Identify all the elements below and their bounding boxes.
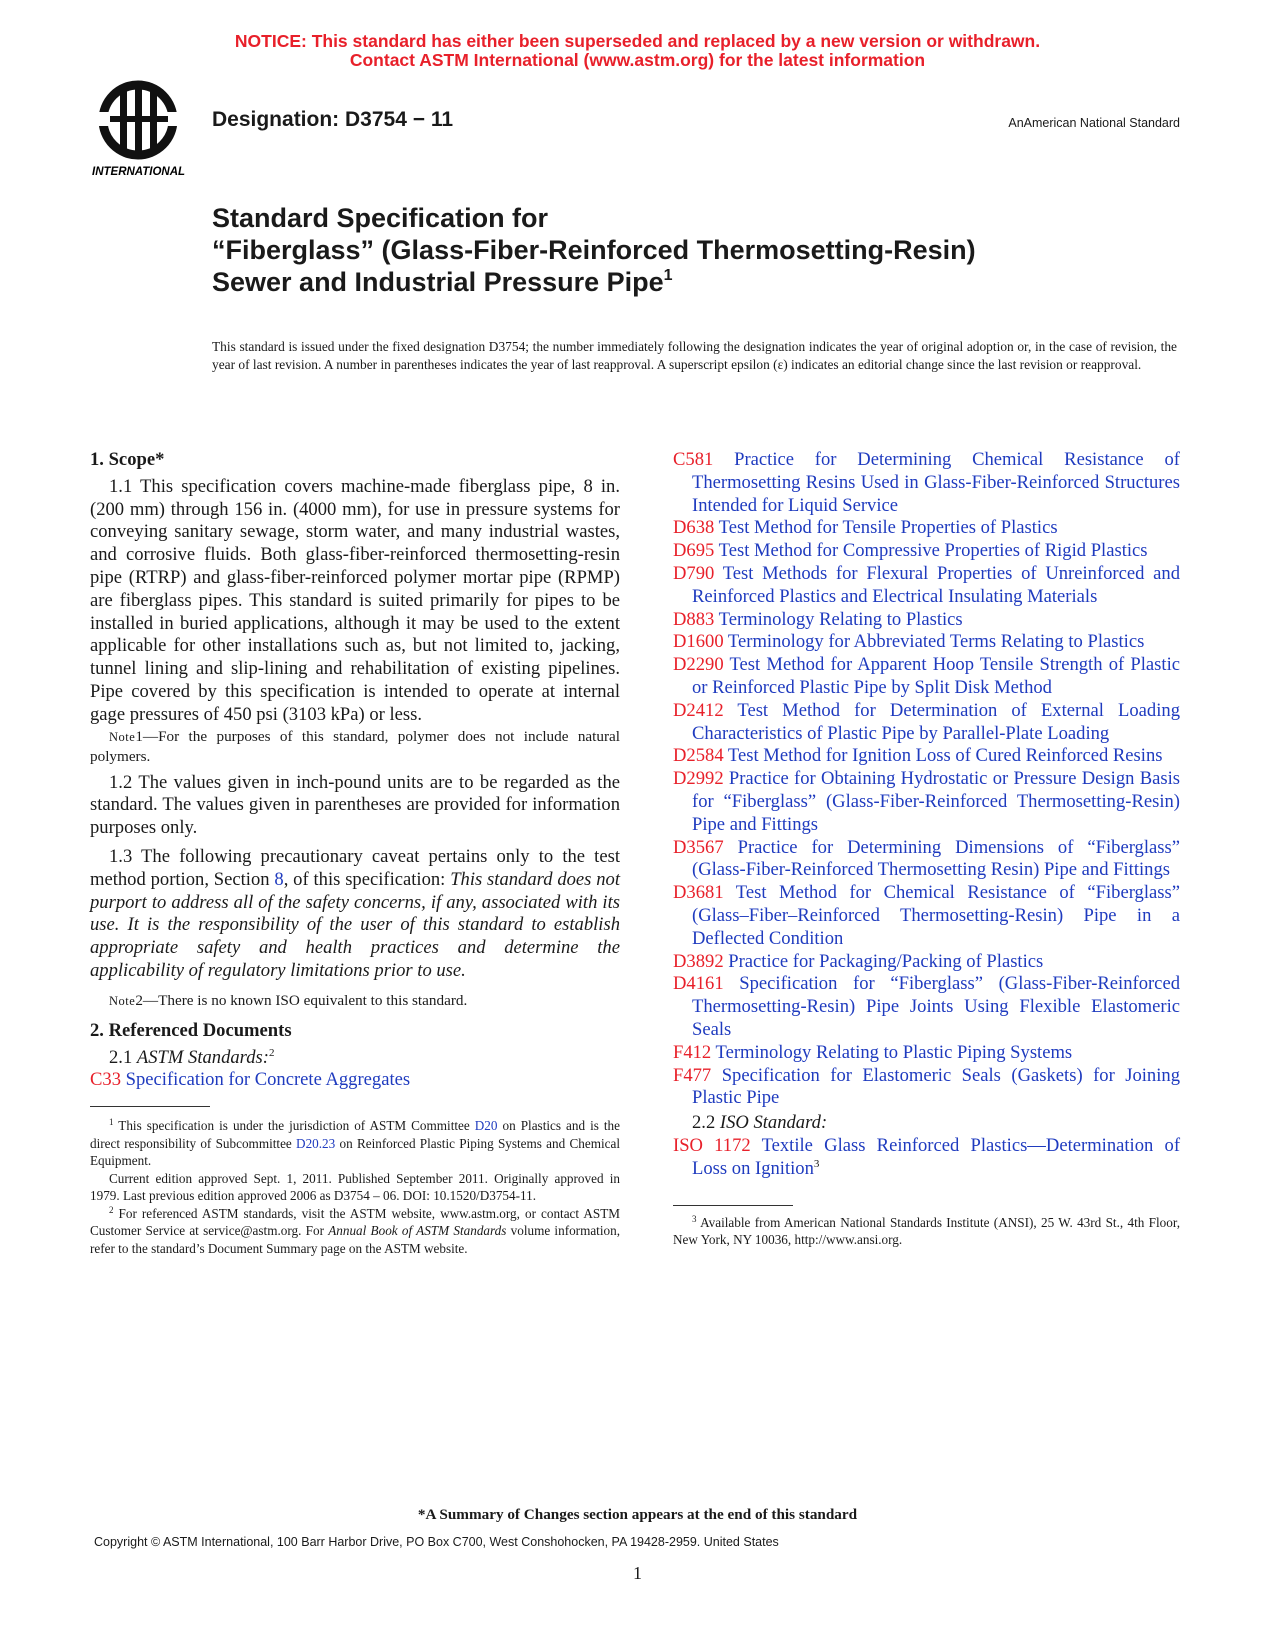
reference-code[interactable]: D638 bbox=[673, 517, 715, 539]
footnote-3-ref[interactable]: 3 bbox=[813, 1157, 820, 1170]
reference-title[interactable]: Test Method for Determination of External Loading Characteristics of Plastic Pipe by Parallel-Plate Loading bbox=[692, 699, 1180, 744]
reference-code[interactable]: C581 bbox=[673, 449, 714, 470]
reference-title[interactable]: Specification for “Fiberglass” (Glass-Fiber-Reinforced Thermosetting-Resin) Pipe Joints Using Flexible Elastomeric Seals bbox=[692, 973, 1180, 1040]
astm-logo-icon bbox=[90, 80, 200, 180]
note-2 bbox=[90, 991, 620, 1011]
reference-f412[interactable] bbox=[673, 1042, 1180, 1065]
reference-iso-1172[interactable] bbox=[673, 1135, 1180, 1181]
astm-logo bbox=[90, 80, 200, 180]
reference-title[interactable]: Test Method for Chemical Resistance of “Fiberglass” (Glass–Fiber–Reinforced Thermosetting-Resin) Pipe in a Deflected Condition bbox=[692, 882, 1180, 949]
note-2-text: 2—There is no known ISO equivalent to this standard. bbox=[135, 991, 468, 1009]
section-2-1 bbox=[90, 1047, 620, 1070]
notice-line-1: NOTICE: This standard has either been superseded and replaced by a new version or withdrawn. bbox=[234, 31, 1041, 51]
reference-code[interactable]: ISO 1172 bbox=[673, 1134, 751, 1156]
summary-of-changes-note: *A Summary of Changes section appears at the end of this standard bbox=[417, 1506, 858, 1523]
reference-title[interactable]: Practice for Determining Dimensions of “Fiberglass” (Glass-Fiber-Reinforced Thermosetting Resin) Pipe and Fittings bbox=[692, 836, 1180, 881]
footnote-divider bbox=[90, 1106, 210, 1107]
astm-standards-label: ASTM Standards: bbox=[136, 1046, 269, 1068]
section-2-1-number: 2.1 bbox=[109, 1046, 137, 1068]
reference-c33[interactable] bbox=[90, 1069, 620, 1092]
reference-code[interactable]: D2412 bbox=[673, 699, 724, 721]
footnote-1-text-c: on Reinforced Plastic Piping Systems and Chemical Equipment. bbox=[90, 1135, 621, 1169]
reference-title[interactable]: Specification for Elastomeric Seals (Gaskets) for Joining Plastic Pipe bbox=[692, 1064, 1180, 1109]
reference-title[interactable]: Practice for Obtaining Hydrostatic or Pressure Design Basis for “Fiberglass” (Glass-Fiber-Reinforced Thermosetting-Resin) Pipe and Fittings bbox=[692, 768, 1180, 835]
left-column bbox=[90, 449, 620, 1257]
reference-title[interactable]: Test Method for Tensile Properties of Plastics bbox=[714, 517, 1058, 539]
reference-title[interactable]: Specification for Concrete Aggregates bbox=[121, 1069, 411, 1091]
section-1-1: 1.1 This specification covers machine-made fiberglass pipe, 8 in. (200 mm) through 156 in. (4000 mm), for use in pressure systems for conveying sanitary sewage, storm water, and many industrial wastes, and corrosive fluids. Both glass-fiber-reinforced thermosetting-resin pipe (RTRP) and glass-fiber-reinforced polymer mortar pipe (RPMP) are fiberglass pipes. This standard is suited primarily for pipes to be installed in buried applications, although it may be used to the extent applicable for other installations such as, but not limited to, jacking, tunnel lining and slip-lining and rehabilitation of existing pipelines. Pipe covered by this specification is intended to operate at internal gage pressures of 450 psi (3103 kPa) or less. bbox=[90, 475, 620, 725]
reference-code[interactable]: D3681 bbox=[673, 882, 724, 904]
reference-code[interactable]: C33 bbox=[90, 1069, 121, 1091]
page-number: 1 bbox=[633, 1563, 642, 1583]
reference-code[interactable]: D1600 bbox=[673, 631, 724, 653]
american-national-standard-label: AnAmerican National Standard bbox=[1008, 116, 1180, 130]
title-line-2: “Fiberglass” (Glass-Fiber-Reinforced Thermosetting-Resin) bbox=[212, 235, 976, 265]
reference-title[interactable]: Test Methods for Flexural Properties of Unreinforced and Reinforced Plastics and Electrical Insulating Materials bbox=[692, 562, 1180, 607]
reference-title[interactable]: Terminology Relating to Plastic Piping Systems bbox=[711, 1041, 1073, 1063]
document-title bbox=[212, 202, 976, 298]
title-line-3 bbox=[212, 266, 976, 298]
designation: Designation: D3754 − 11 bbox=[212, 108, 454, 131]
reference-d3567[interactable] bbox=[673, 837, 1180, 883]
reference-title[interactable]: Terminology Relating to Plastics bbox=[714, 608, 963, 630]
reference-title[interactable]: Practice for Determining Chemical Resistance of Thermosetting Resins Used in Glass-Fiber-Reinforced Structures Intended for Liquid Service bbox=[692, 449, 1180, 516]
reference-code[interactable]: D3567 bbox=[673, 836, 724, 858]
footnote-1: $^1$ This specification is under the jurisdiction of ASTM Committee D20 on Plastics and is the direct responsibility of Subcommittee D20.23 on Reinforced Plastic Piping Systems and Chemical Equipment. bbox=[90, 1117, 621, 1169]
reference-title[interactable]: Terminology for Abbreviated Terms Relating to Plastics bbox=[723, 631, 1145, 653]
reference-title[interactable]: Textile Glass Reinforced Plastics—Determination of Loss on Ignition bbox=[692, 1134, 1181, 1179]
reference-d2412[interactable] bbox=[673, 700, 1180, 746]
title-footnote-ref[interactable]: 1 bbox=[663, 267, 673, 284]
footnote-1-text-b: on Plastics and is the direct responsibility of Subcommittee bbox=[90, 1118, 620, 1151]
reference-code[interactable]: D2290 bbox=[673, 654, 724, 676]
note-1-label: Note bbox=[109, 729, 136, 744]
reference-code[interactable]: D883 bbox=[673, 608, 715, 630]
annual-book-title: Annual Book of ASTM Standards bbox=[328, 1223, 507, 1239]
reference-d790[interactable] bbox=[673, 563, 1180, 609]
reference-d4161[interactable] bbox=[673, 973, 1180, 1041]
iso-standard-label: ISO Standard: bbox=[719, 1112, 828, 1134]
right-column bbox=[673, 449, 1180, 1249]
safety-caveat: This standard does not purport to address all of the safety concerns, if any, associated with its use. It is the responsibility of the user of this standard to establish appropriate safety and health practices and determine the applicability of regulatory limitations prior to use. bbox=[90, 868, 620, 981]
reference-code[interactable]: D790 bbox=[673, 562, 715, 584]
reference-d883[interactable] bbox=[673, 609, 1180, 632]
footnote-2-text-a: For referenced ASTM standards, visit the ASTM website, www.astm.org, or contact ASTM Customer Service at service@astm.org. For bbox=[90, 1205, 621, 1239]
reference-code[interactable]: D3892 bbox=[673, 950, 724, 972]
notice-line-2: Contact ASTM International (www.astm.org) for the latest information bbox=[349, 50, 926, 70]
footnote-3-text: Available from American National Standards Institute (ANSI), 25 W. 43rd St., 4th Floor, New York, NY 10036, http://www.ansi.org. bbox=[673, 1214, 1180, 1247]
reference-code[interactable]: D2992 bbox=[673, 768, 724, 790]
reference-d1600[interactable] bbox=[673, 631, 1180, 654]
reference-d695[interactable] bbox=[673, 540, 1180, 563]
reference-code[interactable]: F477 bbox=[673, 1064, 712, 1086]
section-2-2-number: 2.2 bbox=[692, 1112, 720, 1134]
title-line-3-text: Sewer and Industrial Pressure Pipe bbox=[212, 267, 664, 297]
reference-d3681[interactable] bbox=[673, 882, 1180, 950]
footnote-2: $^2$ For referenced ASTM standards, visit the ASTM website, www.astm.org, or contact ASTM Customer Service at service@astm.org. For Annual Book of ASTM Standards volume information, refer to the standard’s Document Summary page on the ASTM website. bbox=[90, 1204, 621, 1256]
reference-f477[interactable] bbox=[673, 1065, 1180, 1111]
reference-title[interactable]: Practice for Packaging/Packing of Plastics bbox=[723, 950, 1044, 972]
section-1-3-text-b: , of this specification: bbox=[283, 868, 451, 890]
footnote-1-text-a: This specification is under the jurisdiction of ASTM Committee bbox=[118, 1118, 475, 1134]
reference-code[interactable]: D2584 bbox=[673, 745, 724, 767]
footnote-2-ref[interactable]: 2 bbox=[268, 1046, 275, 1059]
reference-d2584[interactable] bbox=[673, 745, 1180, 768]
footnote-1-edition: Current edition approved Sept. 1, 2011. Published September 2011. Originally approved in 1979. Last previous edition approved 2006 as D3754 – 06. DOI: 10.1520/D3754-11. bbox=[90, 1170, 620, 1204]
section-2-2 bbox=[673, 1112, 1180, 1135]
reference-d3892[interactable] bbox=[673, 951, 1180, 974]
section-1-3-text-a: 1.3 The following precautionary caveat pertains only to the test method portion, Section bbox=[90, 845, 620, 890]
reference-code[interactable]: D695 bbox=[673, 540, 715, 562]
note-2-label: Note bbox=[109, 993, 136, 1008]
reference-code[interactable]: F412 bbox=[673, 1041, 712, 1063]
reference-code[interactable]: D4161 bbox=[673, 973, 724, 995]
referenced-documents-heading: 2. Referenced Documents bbox=[90, 1019, 292, 1041]
withdrawn-notice bbox=[0, 32, 1275, 70]
reference-d2992[interactable] bbox=[673, 768, 1180, 836]
reference-title[interactable]: Test Method for Apparent Hoop Tensile Strength of Plastic or Reinforced Plastic Pipe by Split Disk Method bbox=[692, 654, 1180, 698]
subcommittee-d20-23-link[interactable]: D20.23 bbox=[296, 1135, 336, 1151]
note-1-text: 1—For the purposes of this standard, polymer does not include natural polymers. bbox=[90, 727, 620, 765]
title-line-1: Standard Specification for bbox=[212, 203, 549, 233]
section-1-3 bbox=[90, 846, 620, 983]
reference-d2290[interactable] bbox=[673, 654, 1180, 700]
reference-title[interactable]: Test Method for Compressive Properties of Rigid Plastics bbox=[714, 540, 1148, 562]
copyright-line: Copyright © ASTM International, 100 Barr Harbor Drive, PO Box C700, West Conshohocken, PA 19428-2959. United States bbox=[94, 1535, 779, 1549]
astm-reference-list bbox=[673, 449, 1180, 1110]
footnote-2-text-b: volume information, refer to the standard’s Document Summary page on the ASTM website. bbox=[90, 1223, 620, 1256]
section-1-2: 1.2 The values given in inch-pound units are to be regarded as the standard. The values given in parentheses are provided for information purposes only. bbox=[90, 771, 620, 839]
issuance-statement: This standard is issued under the fixed designation D3754; the number immediately following the designation indicates the year of original adoption or, in the case of revision, the year of last revision. A number in parentheses indicates the year of last reapproval. A superscript epsilon (ε) indicates an editorial change since the last revision or reapproval. bbox=[212, 339, 1177, 372]
scope-heading: 1. Scope* bbox=[90, 449, 165, 470]
reference-c581[interactable] bbox=[673, 449, 1180, 517]
section-8-link[interactable]: 8 bbox=[274, 868, 284, 890]
logo-text: INTERNATIONAL bbox=[92, 166, 186, 178]
footnote-3: $^3$ Available from American National Standards Institute (ANSI), 25 W. 43rd St., 4th Floor, New York, NY 10036, http://www.ansi.org. bbox=[673, 1213, 1180, 1247]
reference-d638[interactable] bbox=[673, 517, 1180, 540]
committee-d20-link[interactable]: D20 bbox=[474, 1118, 498, 1134]
footnote-divider bbox=[673, 1205, 793, 1206]
note-1 bbox=[90, 727, 620, 766]
reference-title[interactable]: Test Method for Ignition Loss of Cured Reinforced Resins bbox=[723, 745, 1163, 767]
